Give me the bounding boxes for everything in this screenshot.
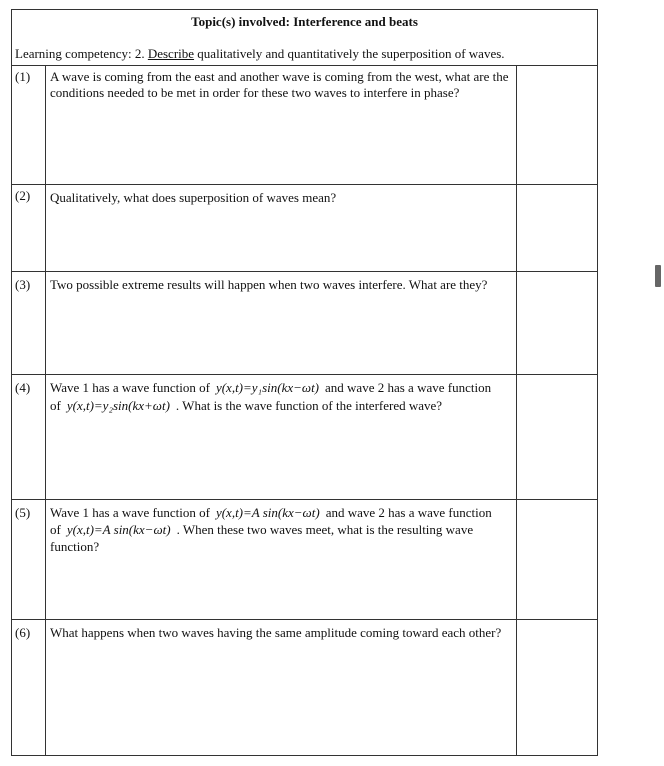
question-number: (1) xyxy=(15,69,31,84)
question-row-2 xyxy=(12,184,597,272)
question-text xyxy=(50,379,510,415)
topic-title: Topic(s) involved: Interference and beats xyxy=(191,14,418,29)
text-part: and wave 2 has a wave function of xyxy=(50,380,492,413)
formula: y(x,t)=A sin(kx−ωt) xyxy=(66,522,171,537)
question-number: (5) xyxy=(15,505,31,520)
competency-prefix: Learning competency: 2. xyxy=(15,46,148,61)
question-text: Qualitatively, what does superposition of waves mean? xyxy=(50,190,337,205)
question-row-1 xyxy=(12,65,597,185)
text-part: . When these two waves meet, what is the resulting wave function? xyxy=(50,522,474,554)
worksheet-table xyxy=(11,9,598,756)
question-number: (4) xyxy=(15,380,31,395)
learning-competency xyxy=(15,46,505,62)
formula: y(x,t)=y₁sin(kx−ωt) xyxy=(215,380,320,395)
question-text: A wave is coming from the east and another wave is coming from the west, what are the conditions needed to be met in order for these two waves to interfere in phase? xyxy=(50,69,509,100)
text-part: and wave 2 has a wave function of xyxy=(50,505,492,537)
question-text: What happens when two waves having the same amplitude coming toward each other? xyxy=(50,625,502,640)
question-text xyxy=(50,504,510,555)
question-number: (2) xyxy=(15,188,31,203)
competency-rest: qualitatively and quantitatively the superposition of waves. xyxy=(194,46,505,61)
text-part: Wave 1 has a wave function of xyxy=(50,505,210,520)
question-text: Two possible extreme results will happen when two waves interfere. What are they? xyxy=(50,277,488,292)
question-number: (3) xyxy=(15,277,31,292)
question-row-3 xyxy=(12,271,597,375)
formula: y(x,t)=y₂sin(kx+ωt) xyxy=(66,398,170,413)
scrollbar-thumb[interactable] xyxy=(655,265,661,287)
question-row-5 xyxy=(12,499,597,620)
question-number: (6) xyxy=(15,625,31,640)
question-row-6 xyxy=(12,619,597,755)
text-part: . What is the wave function of the interfered wave? xyxy=(175,398,443,413)
competency-verb: Describe xyxy=(147,46,195,61)
text-part: Wave 1 has a wave function of xyxy=(50,380,210,395)
formula: y(x,t)=A sin(kx−ωt) xyxy=(215,505,320,520)
question-row-4 xyxy=(12,374,597,500)
